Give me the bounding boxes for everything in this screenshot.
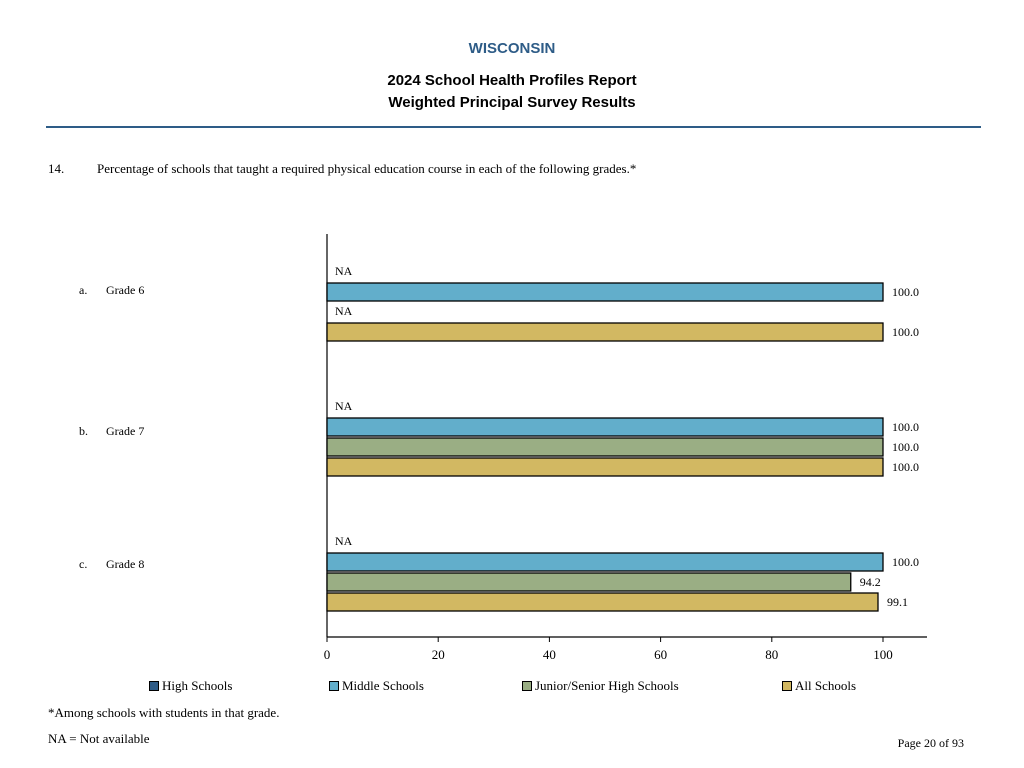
data-label: 100.0 (892, 325, 919, 339)
report-title-line2: Weighted Principal Survey Results (388, 94, 636, 111)
bar (327, 283, 883, 301)
page-number: Page 20 of 93 (897, 736, 964, 750)
state-title: WISCONSIN (468, 40, 556, 57)
data-label: 99.1 (886, 595, 908, 609)
legend-item-high-schools (149, 678, 232, 694)
legend-item-junior-senior-high-schools (522, 678, 679, 694)
data-label: 100.0 (892, 555, 919, 569)
legend-swatch (782, 681, 792, 691)
question-text: Percentage of schools that taught a required physical education course in each of the following grades.* (97, 161, 637, 176)
bar (327, 418, 883, 436)
x-tick-label: 20 (431, 647, 445, 662)
bar (327, 458, 883, 476)
na-label: NA (335, 304, 353, 318)
bar (327, 573, 851, 591)
legend-swatch (149, 681, 159, 691)
footnote: *Among schools with students in that grade. (48, 705, 280, 720)
legend-item-all-schools (782, 678, 856, 694)
na-note: NA = Not available (48, 731, 150, 746)
legend-label: Middle Schools (342, 678, 424, 693)
data-label: 100.0 (892, 420, 919, 434)
bar (327, 593, 878, 611)
category-label: Grade 6 (106, 283, 145, 297)
category-label: Grade 8 (106, 557, 145, 571)
legend-label: High Schools (162, 678, 233, 693)
data-label: 100.0 (892, 285, 919, 299)
na-label: NA (335, 264, 353, 278)
bar (327, 553, 883, 571)
legend-swatch (329, 681, 339, 691)
legend-swatch (522, 681, 532, 691)
legend-label: Junior/Senior High Schools (535, 678, 679, 693)
category-label: Grade 7 (106, 424, 145, 438)
bar (327, 323, 883, 341)
na-label: NA (335, 399, 353, 413)
x-tick-label: 60 (654, 647, 668, 662)
category-letter: b. (79, 424, 88, 438)
question-number: 14. (48, 161, 65, 176)
data-label: 100.0 (892, 460, 919, 474)
x-tick-label: 40 (542, 647, 556, 662)
category-letter: c. (79, 557, 88, 571)
report-title-line1: 2024 School Health Profiles Report (387, 72, 637, 89)
data-label: 94.2 (859, 575, 881, 589)
bar (327, 438, 883, 456)
x-tick-label: 100 (873, 647, 893, 662)
x-tick-label: 80 (765, 647, 779, 662)
legend-item-middle-schools (329, 678, 424, 694)
data-label: 100.0 (892, 440, 919, 454)
x-tick-label: 0 (323, 647, 331, 662)
legend-label: All Schools (795, 678, 857, 693)
category-letter: a. (79, 283, 88, 297)
na-label: NA (335, 534, 353, 548)
